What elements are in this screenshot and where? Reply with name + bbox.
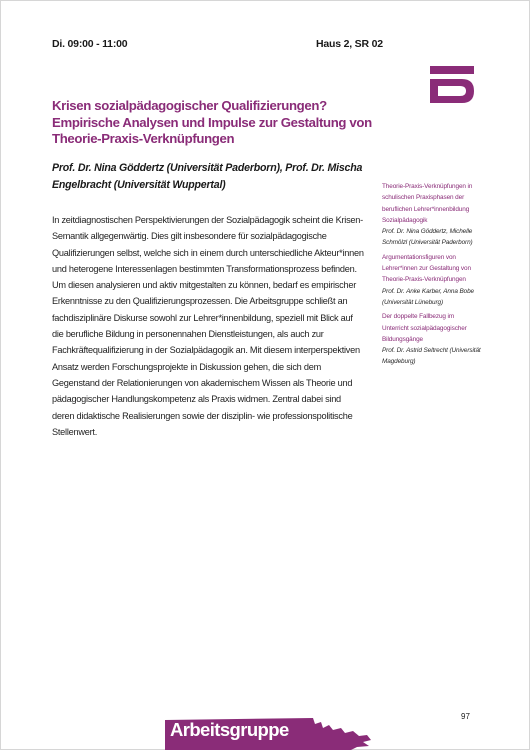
footer-label: Arbeitsgruppe (170, 719, 289, 740)
session-code-badge (418, 62, 478, 104)
talk-item (382, 311, 482, 367)
talk-authors: Prof. Dr. Astrid Seltrecht (Universität Magdeburg) (382, 347, 481, 366)
talk-item (382, 181, 482, 249)
session-time: Di. 09:00 - 11:00 (52, 38, 128, 50)
talk-title: Argumentationsfiguren von Lehrer*innen zur Gestaltung von Theorie-Praxis-Verknüpfungen (382, 253, 471, 284)
session-room: Haus 2, SR 02 (316, 38, 383, 50)
talk-authors: Prof. Dr. Anke Karber, Anna Bobe (Universität Lüneburg) (382, 287, 474, 306)
session-abstract: In zeitdiagnostischen Perspektivierungen der Sozialpädagogik scheint die Krisen-Semantik allgegenwärtig. Dies gilt insbesondere für sozialpädagogische Qualifizierungen selbst, welche sich in einem durch unterschiedliche Akteur*innen und heterogene Interessenlagen bestimmten Transformationsprozess befinden. Um diesen analysieren und aktiv mitgestalten zu können, bedarf es empirischer Erkenntnisse zu den Qualifizierungsprozessen. Die Arbeitsgruppe schließt an fachdisziplinäre Diskurse sowohl zur Lehrer*innenbildung, speziell mit Blick auf die berufliche Bildung in personennahen Dienstleistungen, als auch zur Fachkräftequalifizierung in der Sozialpädagogik an. Mit diesem interperspektiven Ansatz werden Forschungsprojekte in Diskussion gehen, die sich dem Gegenstand der Relationierungen von akademischem Wissen als Theorie und pädagogischer Handlungskompetenz als Praxis widmen. Zentral dabei sind deren didaktische Realisierungen sowie der disziplin- wie professionspolitische Stellenwert. (52, 215, 364, 437)
talk-list (382, 181, 482, 371)
talk-authors: Prof. Dr. Nina Göddertz, Michelle Schmölzl (Universität Paderborn) (382, 228, 473, 247)
talk-title: Theorie-Praxis-Verknüpfungen in schulischen Praxisphasen der beruflichen Lehrer*innenbildung Sozialpädagogik (382, 183, 473, 224)
footer-badge (163, 716, 373, 750)
session-authors: Prof. Dr. Nina Göddertz (Universität Paderborn), Prof. Dr. Mischa Engelbracht (Universität Wuppertal) (52, 162, 363, 191)
talk-title: Der doppelte Fallbezug im Unterricht sozialpädagogischer Bildungsgänge (382, 313, 467, 343)
talk-item (382, 252, 482, 308)
page-number: 97 (461, 712, 470, 721)
session-title: Krisen sozialpädagogischer Qualifizierungen? Empirische Analysen und Impulse zur Gestaltung von Theorie-Praxis-Verknüpfungen (52, 98, 372, 146)
